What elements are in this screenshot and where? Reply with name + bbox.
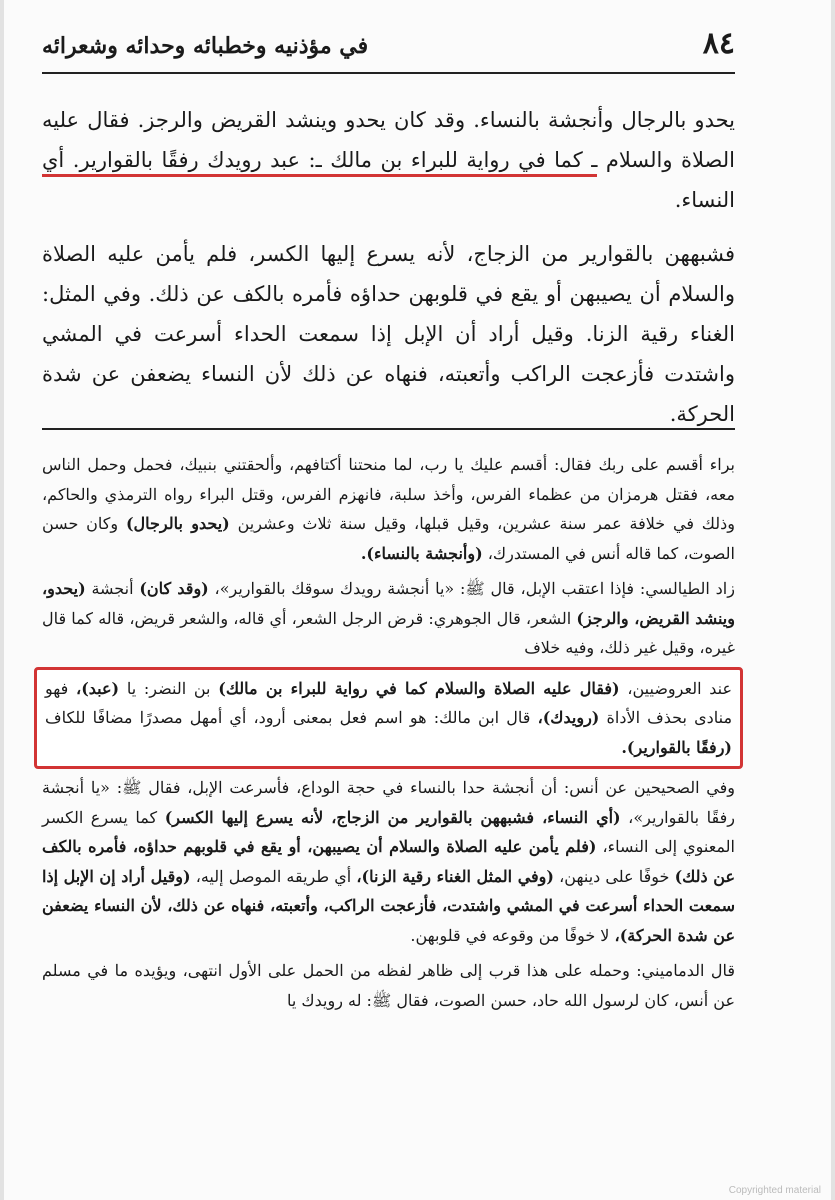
page-number: ٨٤ [702, 26, 735, 61]
page-header [42, 20, 735, 74]
commentary-text: أي طريقه الموصل إليه، [195, 866, 352, 886]
commentary-text: وكان حسن الصوت، كما قاله أنس في المستدرك، [42, 514, 735, 563]
commentary-text: زاد الطيالسي: فإذا اعتقب الإبل، قال ﷺ: «يا أنجشة رويدك سوقك بالقوارير»، [214, 579, 735, 598]
commentary-quote: (رويدك)، [537, 708, 600, 727]
commentary-text: فهو منادى بحذف الأداة [45, 678, 733, 727]
commentary-quote: (عبد)، [76, 678, 120, 698]
commentary-text: عند العروضيين، [627, 678, 733, 698]
commentary-paragraph-1 [42, 450, 735, 568]
running-title: في مؤذنيه وخطبائه وحدائه وشعرائه [42, 33, 369, 59]
footnote-divider [42, 428, 735, 430]
main-paragraph-1-start: يحدو بالرجال وأنجشة بالنساء. وقد كان يحدو وينشد القريض والرجز. فقال عليه الصلاة والسلام [42, 108, 735, 172]
commentary-quote: (فلم يأمن عليه الصلاة والسلام أن يصيبهن، أو يقع في قلوبهم حداؤه، فأمره بالكف عن ذلك) [42, 837, 736, 886]
main-text [42, 100, 735, 448]
commentary-quote: (يحدو، وينشد القريض، والرجز) [42, 579, 735, 628]
commentary-quote: (يحدو بالرجال) [125, 514, 230, 533]
commentary-paragraph-3 [42, 773, 735, 950]
commentary-quote: (فقال عليه الصلاة والسلام كما في رواية للبراء بن مالك) [218, 678, 620, 698]
commentary-quote: (رفقًا بالقوارير). [621, 737, 732, 757]
commentary-text: وفي الصحيحين عن أنس: أن أنجشة حدا بالنساء في حجة الوداع، فأسرعت الإبل، فقال ﷺ: «يا أنجشة رفقًا بالقوارير»، [42, 778, 735, 827]
commentary-quote: (أي النساء، فشبههن بالقوارير من الزجاج، لأنه يسرع إليها الكسر) [164, 807, 621, 827]
commentary-paragraph-2 [42, 574, 735, 663]
commentary-quote: (وفي المثل الغناء رقية الزنا)، [356, 866, 554, 886]
highlighted-passage [45, 674, 732, 763]
highlighted-passage-box [34, 667, 743, 770]
main-paragraph-2: فشبههن بالقوارير من الزجاج، لأنه يسرع إليها الكسر، فلم يأمن عليه الصلاة والسلام أن يصيبهن أو يقع في قلوبهن حداؤه فأمره بالكف عن ذلك. وفي المثل: الغناء رقية الزنا. وقيل أراد أن الإبل إذا سمعت الحداء أسرعت في المشي واشتدت فأزعجت الراكب وأتعبته، فنهاه عن ذلك لأن النساء يضعفن عن شدة الحركة. [42, 242, 735, 426]
underlined-narration: ـ كما في رواية للبراء بن مالك ـ: عبد رويدك رفقًا بالقوارير. أي [42, 148, 597, 177]
commentary-text: قال ابن مالك: هو اسم فعل بمعنى أرود، أي أمهل مصدرًا مضافًا للكاف [45, 708, 531, 727]
commentary [42, 450, 735, 1015]
commentary-text: لا خوفًا من وقوعه في قلوبهن. [410, 925, 610, 945]
commentary-text: أنجشة [91, 579, 134, 598]
copyright-watermark: Copyrighted material [728, 1185, 821, 1196]
commentary-quote: (وأنجشة بالنساء). [360, 543, 483, 563]
commentary-text: الشعر، قال الجوهري: قرض الرجل الشعر، أي قاله، والشعر قريض، قاله كما قال غيره، وقيل غير ذلك، وفيه خلاف [42, 608, 735, 657]
commentary-paragraph-4: قال الدماميني: وحمله على هذا قرب إلى ظاهر لفظه من الحمل على الأول انتهى، ويؤيده ما في مسلم عن أنس، كان لرسول الله حاد، حسن الصوت، فقال ﷺ: له رويدك يا [42, 961, 735, 1010]
main-paragraph-1 [42, 100, 735, 220]
commentary-text: براء أقسم على ربك فقال: أقسم عليك يا رب، لما منحتنا أكتافهم، وألحقتني بنبيك، فحمل وحمل الناس معه، فقتل هرمزان من عظماء الفرس، وأخذ سلبة، فانهزم الفرس، وقتل البراء رواه الترمذي والحاكم، وذلك في خلافة عمر سنة عشرين، وقيل قبلها، وقيل سنة ثلاث وعشرين [42, 455, 736, 533]
commentary-text: بن النضر: يا [126, 678, 211, 698]
commentary-text: كما يسرع الكسر المعنوي إلى النساء، [42, 807, 736, 856]
commentary-quote: (وقيل أراد إن الإبل إذا سمعت الحداء أسرعت في المشي واشتدت، فأزعجت الراكب، وأتعبته، فنهاه عن ذلك، لأن النساء يضعفن عن شدة الحركة)، [42, 866, 735, 945]
main-paragraph-1-end: النساء. [674, 188, 735, 212]
commentary-text: خوفًا على دينهن، [559, 866, 670, 886]
commentary-quote: (وقد كان) [139, 579, 209, 598]
